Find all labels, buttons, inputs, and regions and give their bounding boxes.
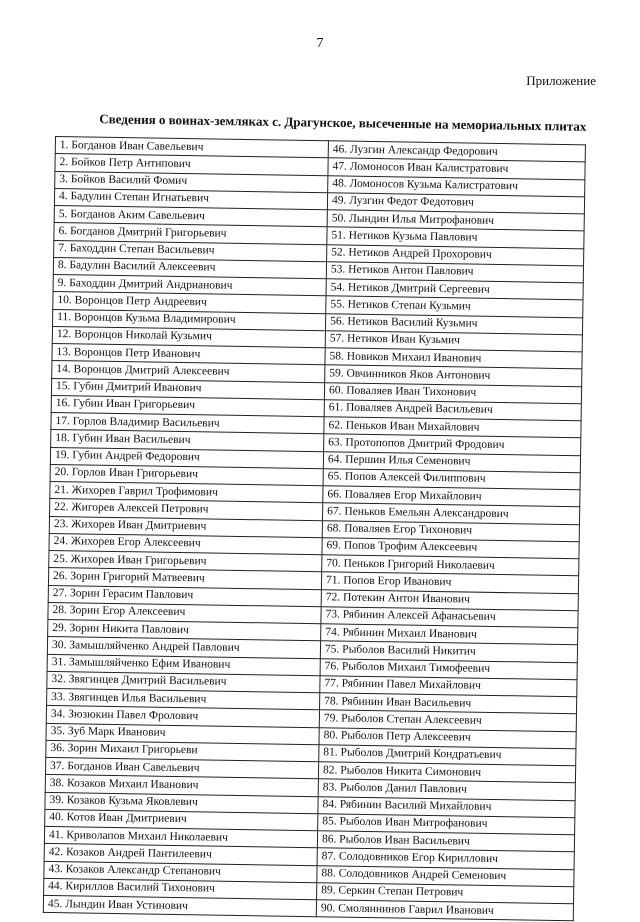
name-cell-right: 77. Рябинин Павел Михайлович <box>320 675 577 696</box>
name-cell-left: 6. Богданов Дмитрий Григорьевич <box>54 223 327 245</box>
name-cell-left: 4. Бадулин Степан Игнатьевич <box>54 188 327 210</box>
name-cell-right: 67. Пеньков Емельян Александрович <box>322 503 579 524</box>
name-cell-right: 73. Рябинин Алексей Афанасьевич <box>321 606 578 627</box>
name-cell-left: 36. Зорин Михаил Григорьеви <box>46 740 319 762</box>
name-cell-left: 22. Жигорев Алексей Петрович <box>50 499 323 521</box>
name-cell-right: 55. Нетиков Степан Кузьмич <box>326 296 583 317</box>
name-cell-right: 78. Рябинин Иван Васильевич <box>320 693 577 714</box>
name-cell-right: 46. Лузгин Александр Федорович <box>328 141 585 162</box>
name-cell-left: 15. Губин Дмитрий Иванович <box>51 378 324 400</box>
name-cell-right: 50. Лындин Илья Митрофанович <box>327 210 584 231</box>
name-cell-right: 90. Смоляннинов Гаврил Иванович <box>316 900 573 921</box>
name-cell-right: 51. Нетиков Кузьма Павлович <box>327 227 584 248</box>
name-cell-left: 45. Лындин Иван Устинович <box>43 895 316 917</box>
name-cell-right: 48. Ломоносов Кузьма Калистратович <box>328 175 585 196</box>
name-cell-right: 75. Рыболов Василий Никитич <box>320 641 577 662</box>
name-cell-right: 68. Поваляев Егор Тихонович <box>322 520 579 541</box>
name-cell-right: 58. Новиков Михаил Иванович <box>325 348 582 369</box>
name-cell-right: 69. Попов Трофим Алексеевич <box>322 537 579 558</box>
name-cell-left: 9. Баходдин Дмитрий Андрианович <box>53 274 326 296</box>
name-cell-left: 30. Замышляйченко Андрей Павлович <box>47 637 320 659</box>
name-cell-left: 31. Замышляйченко Ефим Иванович <box>47 654 320 676</box>
name-cell-left: 26. Зорин Григорий Матвеевич <box>48 568 321 590</box>
name-cell-left: 20. Горлов Иван Григорьевич <box>50 464 323 486</box>
name-cell-left: 32. Звягинцев Дмитрий Васильевич <box>47 671 320 693</box>
name-cell-left: 10. Воронцов Петр Андреевич <box>53 292 326 314</box>
name-cell-left: 2. Бойков Петр Антипович <box>55 154 328 176</box>
name-cell-left: 19. Губин Андрей Федорович <box>50 447 323 469</box>
name-cell-right: 74. Рябинин Михаил Иванович <box>321 624 578 645</box>
name-cell-right: 62. Пеньков Иван Михайлович <box>324 417 581 438</box>
name-cell-left: 27. Зорин Герасим Павлович <box>48 585 321 607</box>
name-cell-right: 89. Серкин Степан Петрович <box>317 882 574 903</box>
name-cell-right: 82. Рыболов Никита Симонович <box>318 762 575 783</box>
name-cell-left: 33. Звягинцев Илья Васильевич <box>47 688 320 710</box>
name-cell-left: 40. Котов Иван Дмитриевич <box>45 809 318 831</box>
name-cell-right: 52. Нетиков Андрей Прохорович <box>327 244 584 265</box>
name-cell-right: 47. Ломоносов Иван Калистратович <box>328 158 585 179</box>
name-cell-right: 85. Рыболов Иван Митрофанович <box>318 813 575 834</box>
name-cell-right: 88. Солодовников Андрей Семенович <box>317 865 574 886</box>
page-number: 7 <box>316 36 324 51</box>
name-cell-left: 12. Воронцов Николай Кузьмич <box>52 326 325 348</box>
name-cell-right: 65. Попов Алексей Филиппович <box>323 469 580 490</box>
name-cell-left: 3. Бойков Василий Фомич <box>55 171 328 193</box>
name-cell-right: 72. Потекин Антон Иванович <box>321 589 578 610</box>
name-cell-left: 14. Воронцов Дмитрий Алексеевич <box>52 361 325 383</box>
name-cell-right: 80. Рыболов Петр Алексеевич <box>319 727 576 748</box>
appendix-label: Приложение <box>526 73 596 88</box>
name-cell-left: 43. Козаков Александр Степанович <box>44 861 317 883</box>
name-cell-right: 87. Солодовников Егор Кириллович <box>317 848 574 869</box>
name-cell-left: 7. Баходдин Степан Васильевич <box>54 240 327 262</box>
name-cell-left: 24. Жихорев Егор Алексеевич <box>49 533 322 555</box>
memorial-names-table <box>43 136 586 921</box>
name-cell-right: 49. Лузгин Федот Федотович <box>327 193 584 214</box>
name-cell-left: 17. Горлов Владимир Васильевич <box>51 412 324 434</box>
name-cell-right: 64. Першин Илья Семенович <box>323 451 580 472</box>
name-cell-right: 71. Попов Егор Иванович <box>321 572 578 593</box>
name-cell-right: 79. Рыболов Степан Алексеевич <box>319 710 576 731</box>
name-cell-right: 84. Рябинин Василий Михайлович <box>318 796 575 817</box>
name-cell-left: 34. Зюзюкин Павел Фролович <box>46 706 319 728</box>
name-cell-left: 41. Криволапов Михаил Николаевич <box>44 826 317 848</box>
name-cell-right: 57. Нетиков Иван Кузьмич <box>325 331 582 352</box>
name-cell-right: 66. Поваляев Егор Михайлович <box>323 486 580 507</box>
name-cell-left: 11. Воронцов Кузьма Владимирович <box>53 309 326 331</box>
name-cell-right: 61. Поваляев Андрей Васильевич <box>324 400 581 421</box>
name-cell-left: 38. Козаков Михаил Иванович <box>45 775 318 797</box>
name-cell-left: 35. Зуб Марк Иванович <box>46 723 319 745</box>
name-cell-left: 13. Воронцов Петр Иванович <box>52 343 325 365</box>
name-cell-right: 63. Протопопов Дмитрий Фродович <box>324 434 581 455</box>
name-cell-right: 59. Овчинников Яков Антонович <box>325 365 582 386</box>
name-cell-left: 44. Кириллов Василий Тихонович <box>44 878 317 900</box>
name-cell-left: 5. Богданов Аким Савельевич <box>54 205 327 227</box>
name-cell-right: 54. Нетиков Дмитрий Сергеевич <box>326 279 583 300</box>
name-cell-left: 25. Жихорев Иван Григорьевич <box>49 550 322 572</box>
name-cell-right: 53. Нетиков Антон Павлович <box>326 262 583 283</box>
name-cell-right: 70. Пеньков Григорий Николаевич <box>322 555 579 576</box>
name-cell-left: 23. Жихорев Иван Дмитриевич <box>49 516 322 538</box>
document-title: Сведения о воинах-земляках с. Драгунское, высеченные на мемориальных плитах <box>99 111 587 134</box>
name-cell-left: 16. Губин Иван Григорьевич <box>51 395 324 417</box>
name-cell-left: 28. Зорин Егор Алексеевич <box>48 602 321 624</box>
name-cell-right: 60. Поваляев Иван Тихонович <box>324 382 581 403</box>
name-cell-left: 18. Губин Иван Васильевич <box>51 430 324 452</box>
name-cell-left: 37. Богданов Иван Савельевич <box>45 757 318 779</box>
name-cell-left: 8. Бадулин Василий Алексеевич <box>53 257 326 279</box>
name-cell-right: 76. Рыболов Михаил Тимофеевич <box>320 658 577 679</box>
name-cell-left: 21. Жихорев Гаврил Трофимович <box>50 481 323 503</box>
name-cell-left: 1. Богданов Иван Савельевич <box>55 137 328 159</box>
name-cell-right: 81. Рыболов Дмитрий Кондратьевич <box>319 744 576 765</box>
name-cell-left: 42. Козаков Андрей Пантилеевич <box>44 844 317 866</box>
name-cell-right: 83. Рыболов Данил Павлович <box>318 779 575 800</box>
name-cell-right: 86. Рыболов Иван Васильевич <box>317 831 574 852</box>
name-cell-left: 39. Козаков Кузьма Яковлевич <box>45 792 318 814</box>
name-cell-right: 56. Нетиков Василий Кузьмич <box>325 313 582 334</box>
name-cell-left: 29. Зорин Никита Павлович <box>48 619 321 641</box>
memorial-names-body <box>43 137 585 921</box>
